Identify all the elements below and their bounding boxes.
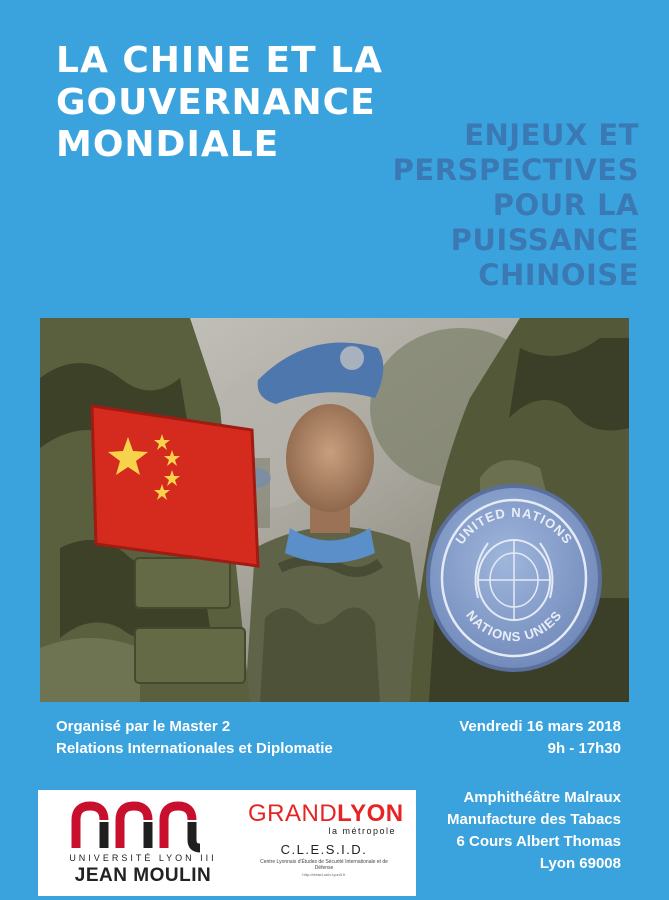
subtitle-line-2: PERSPECTIVES (392, 153, 639, 187)
clesid-logo (260, 842, 388, 890)
ujm-logo (68, 798, 228, 892)
title-line-3: MONDIALE (56, 124, 280, 165)
schedule-info (459, 716, 621, 760)
ujm-emblem-icon (68, 798, 218, 854)
clesid-desc-text: Centre Lyonnais d'Études de Sécurité Internationale et de Défense (260, 859, 388, 871)
ujm-university-label: UNIVERSITÉ LYON III (69, 853, 217, 863)
venue-line-4: Lyon 69008 (539, 855, 621, 872)
un-patch (428, 486, 600, 670)
venue-info (447, 787, 621, 875)
poster-subtitle (379, 118, 639, 293)
un-patch-bottom-text: NATIONS UNIES (463, 607, 565, 645)
subtitle-line-3: POUR LA (492, 188, 639, 222)
grandlyon-grand-text: GRAND (248, 800, 338, 827)
ujm-name-label: JEAN MOULIN (74, 865, 212, 886)
organizer-info (56, 716, 333, 760)
event-time: 9h - 17h30 (547, 740, 621, 757)
subtitle-line-5: CHINOISE (478, 258, 639, 292)
organizer-line-1: Organisé par le Master 2 (56, 718, 231, 735)
subtitle-line-4: PUISSANCE (450, 223, 639, 257)
clesid-url-text: http://clesid.univ-lyon3.fr (302, 872, 346, 877)
partner-logos (38, 790, 416, 896)
organizer-line-2: Relations Internationales et Diplomatie (56, 740, 333, 757)
peacekeepers-photo (40, 318, 629, 702)
title-line-1: LA CHINE ET LA (56, 40, 384, 81)
venue-line-3: 6 Cours Albert Thomas (456, 833, 621, 850)
subtitle-line-1: ENJEUX ET (464, 118, 639, 152)
venue-line-2: Manufacture des Tabacs (447, 811, 621, 828)
grandlyon-sub-text: la métropole (328, 826, 396, 836)
title-line-2: GOUVERNANCE (56, 82, 376, 123)
event-date: Vendredi 16 mars 2018 (459, 718, 621, 735)
un-patch-top-text: UNITED NATIONS (452, 504, 576, 548)
grandlyon-lyon-text: LYON (337, 800, 404, 827)
clesid-name-text: C.L.E.S.I.D. (280, 842, 368, 857)
venue-line-1: Amphithéâtre Malraux (463, 789, 621, 806)
grandlyon-logo (248, 800, 404, 836)
